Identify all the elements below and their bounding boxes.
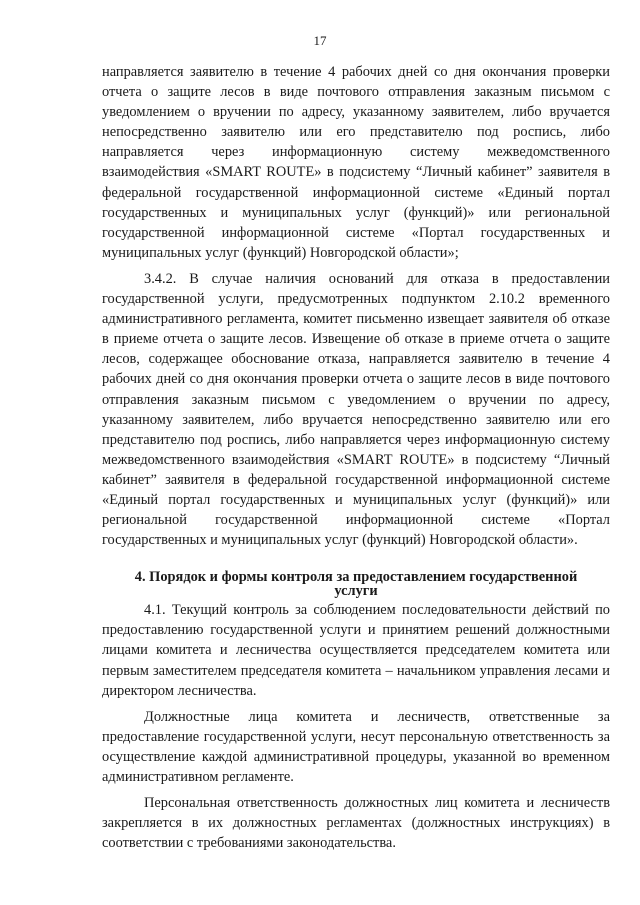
paragraph-personal-responsibility: Персональная ответственность должностных лиц комитета и лесничеств закрепляется в их должностных регламентах (должностных инструкциях) в соответствии с требованиями законодательства. <box>102 795 610 852</box>
section-heading <box>102 570 610 598</box>
paragraph-continuation: направляется заявителю в течение 4 рабочих дней со дня окончания проверки отчета о защите лесов в виде почтового отправления заказным письмом с уведомлением о вручении по адресу, указанному заявителем, либо вручается непосредственно заявителю или его представителю под роспись, либо направляется через информационную систему межведомственного взаимодействия «SMART ROUTE» в подсистему “Личный кабинет” заявителя в федеральной государственной информационной системе «Единый портал государственных и муниципальных услуг (функций)» или региональной государственной информационной системе «Портал государственных и муниципальных услуг (функций) Новгородской области»; <box>102 64 610 261</box>
paragraph-officials-responsibility: Должностные лица комитета и лесничеств, ответственные за предоставление государственной услуги, несут персональную ответственность за осуществление каждой административной процедуры, указанной во временном административном регламенте. <box>102 708 610 785</box>
paragraph-3-4-2: 3.4.2. В случае наличия оснований для отказа в предоставлении государственной услуги, предусмотренных подпунктом 2.10.2 временного административного регламента, комитет письменно извещает заявителя об отказе в приеме отчета о защите лесов. Извещение об отказе в приеме отчета о защите лесов, содержащее обоснование отказа, направляется заявителю в течение 4 рабочих дней со дня окончания проверки отчета о защите лесов в виде почтового отправления заказным письмом с уведомлением о вручении по адресу, указанному заявителем, либо вручается непосредственно заявителю или его представителю под роспись, либо направляется через информационную систему межведомственного взаимодействия «SMART ROUTE» в подсистему “Личный кабинет” заявителя в федеральной государственной информационной системе «Единый портал государственных и муниципальных услуг (функций)» или региональной государственной информационной системе «Портал государственных и муниципальных услуг (функций) Новгородской области». <box>102 270 610 549</box>
section-heading-line-2: услуги <box>334 583 378 600</box>
document-body <box>102 62 610 853</box>
section-heading-line-1: 4. Порядок и формы контроля за предоставлением государственной <box>134 569 578 586</box>
paragraph-4-1: 4.1. Текущий контроль за соблюдением последовательности действий по предоставлению государственной услуги и принятием решений должностными лицами комитета и лесничества осуществляется председателем комитета или первым заместителем председателя комитета – начальником управления лесами и директором лесничества. <box>102 602 610 699</box>
page-number: 17 <box>313 33 327 48</box>
